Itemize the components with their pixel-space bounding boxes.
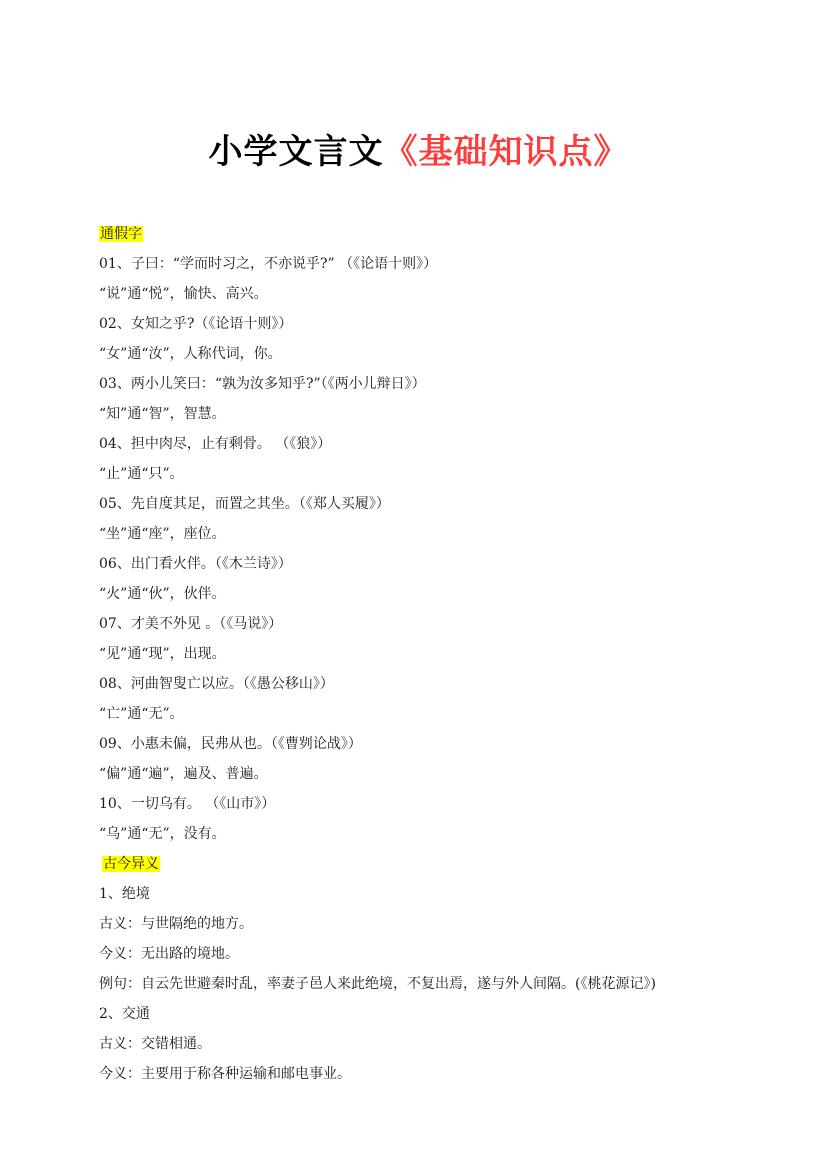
example-sentence: 04、担中肉尽，止有剩骨。 （《狼》） [99, 436, 332, 452]
example-sentence: 06、出门看火伴。（《木兰诗》） [99, 556, 292, 572]
example-sentence: 09、小惠未偏，民弗从也。（《曹刿论战》） [99, 736, 362, 752]
example-sentence: 01、子曰：“学而时习之，不亦说乎?” （《论语十则》） [99, 256, 438, 272]
explanation: “见”通“现”，出现。 [99, 646, 226, 662]
example-sentence: 02、女知之乎?（《论语十则》） [99, 316, 293, 332]
section-heading-tongjiazi [99, 219, 799, 249]
example-sentence: 03、两小儿笑曰：“孰为汝多知乎?”（《两小儿辩日》） [99, 376, 426, 392]
title-highlight: 《基础知识点》 [383, 132, 629, 172]
section-heading-label: 通假字 [100, 226, 142, 242]
explanation: “偏”通“遍”，遍及、普遍。 [99, 766, 268, 782]
term-heading: 1、绝境 [99, 886, 150, 902]
title-main: 小学文言文 [208, 132, 384, 172]
explanation: “乌”通“无”，没有。 [99, 826, 226, 842]
page-title [0, 128, 827, 176]
explanation: “坐”通“座”，座位。 [99, 526, 226, 542]
explanation: “说”通“悦”，愉快、高兴。 [99, 286, 268, 302]
explanation: “女”通“汝”，人称代词，你。 [99, 346, 282, 362]
explanation: “火”通“伙”，伙伴。 [99, 586, 226, 602]
example-sentence: 05、先自度其足，而置之其坐。（《郑人买履》） [99, 496, 390, 512]
section-heading-gujinyiyi [99, 849, 799, 879]
example-sentence: 08、河曲智叟亡以应。（《愚公移山》） [99, 676, 334, 692]
ancient-meaning: 古义：与世隔绝的地方。 [99, 916, 253, 932]
explanation: “止”通“只”。 [99, 466, 184, 482]
document-body [99, 219, 799, 1089]
example-sentence: 07、才美不外见 。（《马说》） [99, 616, 283, 632]
example-sentence: 10、一切乌有。 （《山市》） [99, 796, 276, 812]
explanation: “亡”通“无”。 [99, 706, 184, 722]
explanation: “知”通“智”，智慧。 [99, 406, 226, 422]
modern-meaning: 今义：无出路的境地。 [99, 946, 239, 962]
modern-meaning: 今义：主要用于称各种运输和邮电事业。 [99, 1066, 351, 1082]
term-heading: 2、交通 [99, 1006, 150, 1022]
example-sentence: 例句：自云先世避秦时乱，率妻子邑人来此绝境，不复出焉，遂与外人间隔。(《桃花源记》) [99, 976, 656, 992]
ancient-meaning: 古义：交错相通。 [99, 1036, 211, 1052]
section-heading-label: 古今异义 [103, 856, 159, 872]
